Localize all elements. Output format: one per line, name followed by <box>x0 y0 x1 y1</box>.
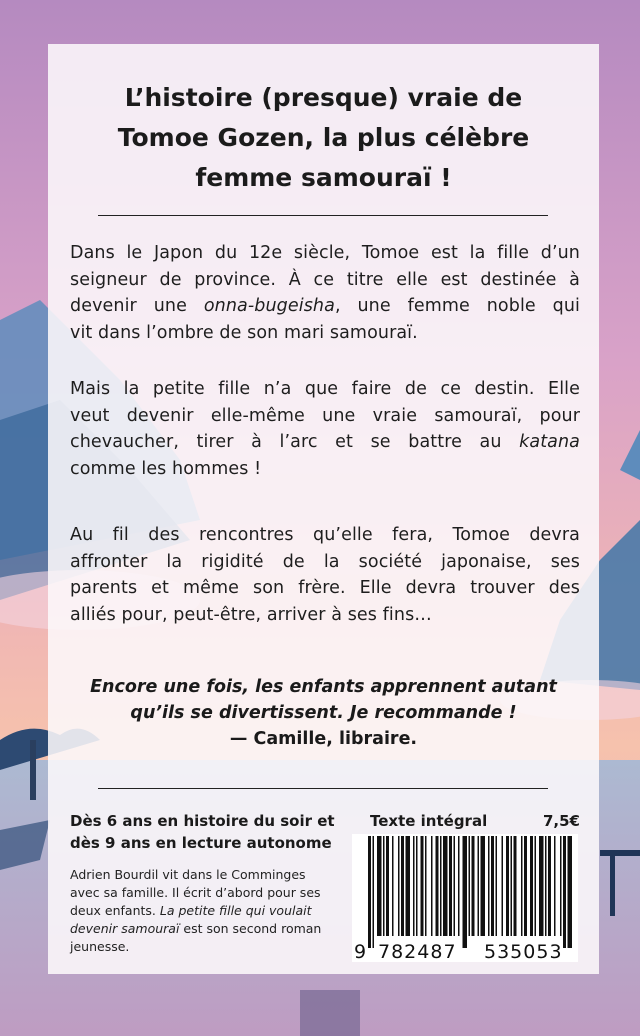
synopsis-paragraph-2 <box>70 376 580 482</box>
author-bio <box>70 866 345 956</box>
headline-line-2: Tomoe Gozen, la plus célèbre <box>117 123 530 152</box>
barcode-digits-group-1: 782487 <box>378 941 457 962</box>
synopsis-1-line-4: vit dans l’ombre de son mari samouraï. <box>70 322 418 343</box>
age-line-1: Dès 6 ans en histoire du soir et <box>70 812 335 830</box>
price-label: 7,5€ <box>542 812 580 830</box>
synopsis-paragraph-1 <box>70 240 580 346</box>
synopsis-2-line-4: comme les hommes ! <box>70 458 262 479</box>
review-quote <box>48 674 599 752</box>
synopsis-2-line-1: Mais la petite fille n’a que faire de ce destin. Elle <box>70 379 580 399</box>
synopsis-3-line-1: Au fil des rencontres qu’elle fera, Tomoe devra <box>70 525 580 545</box>
synopsis-2-line-2: veut devenir elle-même une vraie samouraï, pour <box>70 405 580 426</box>
book-title-part-1: La petite fille qui voulait <box>159 903 312 918</box>
term-katana: katana <box>519 432 580 452</box>
divider-bottom <box>98 788 548 789</box>
term-onna-bugeisha: onna-bugeisha <box>203 296 335 316</box>
bio-line-3: deux enfants. La petite fille qui voulait <box>70 903 312 918</box>
book-title-part-2: devenir samouraï <box>70 921 180 936</box>
quote-line-2: qu’ils se divertissent. Je recommande ! <box>130 703 517 723</box>
synopsis-1-line-1: Dans le Japon du 12e siècle, Tomoe est la fille d’un <box>70 243 580 263</box>
bio-line-4: devenir samouraï est son second roman <box>70 921 322 936</box>
edition-label: Texte intégral <box>370 812 488 830</box>
quote-attribution: — Camille, libraire. <box>229 729 418 749</box>
headline-line-3: femme samouraï ! <box>195 163 452 192</box>
age-recommendation <box>70 810 340 854</box>
barcode-digits-group-2: 535053 <box>484 941 563 962</box>
synopsis-1-line-2: seigneur de province. À ce titre elle est destinée à <box>70 269 580 290</box>
back-cover-panel <box>48 44 599 974</box>
synopsis-1-line-3: devenir une onna-bugeisha, une femme noble qui <box>70 296 580 316</box>
synopsis-3-line-3: parents et même son frère. Elle devra trouver des <box>70 578 580 598</box>
synopsis-2-line-3: chevaucher, tirer à l’arc et se battre au katana <box>70 432 580 452</box>
synopsis-paragraph-3 <box>70 522 580 628</box>
bio-line-2: avec sa famille. Il écrit d’abord pour ses <box>70 885 321 900</box>
synopsis-3-line-2: affronter la rigidité de la société japonaise, ses <box>70 551 580 572</box>
edition-info <box>370 810 580 832</box>
isbn-barcode <box>352 834 578 962</box>
bio-line-5: jeunesse. <box>70 939 130 954</box>
synopsis-3-line-4: alliés pour, peut-être, arriver à ses fins… <box>70 604 432 625</box>
barcode-digit-prefix: 9 <box>354 941 367 962</box>
divider-top <box>98 215 548 216</box>
age-line-2: dès 9 ans en lecture autonome <box>70 834 332 852</box>
cover-headline <box>48 78 599 198</box>
quote-line-1: Encore une fois, les enfants apprennent autant <box>90 677 557 697</box>
headline-line-1: L’histoire (presque) vraie de <box>124 83 523 112</box>
bio-line-1: Adrien Bourdil vit dans le Comminges <box>70 867 306 882</box>
